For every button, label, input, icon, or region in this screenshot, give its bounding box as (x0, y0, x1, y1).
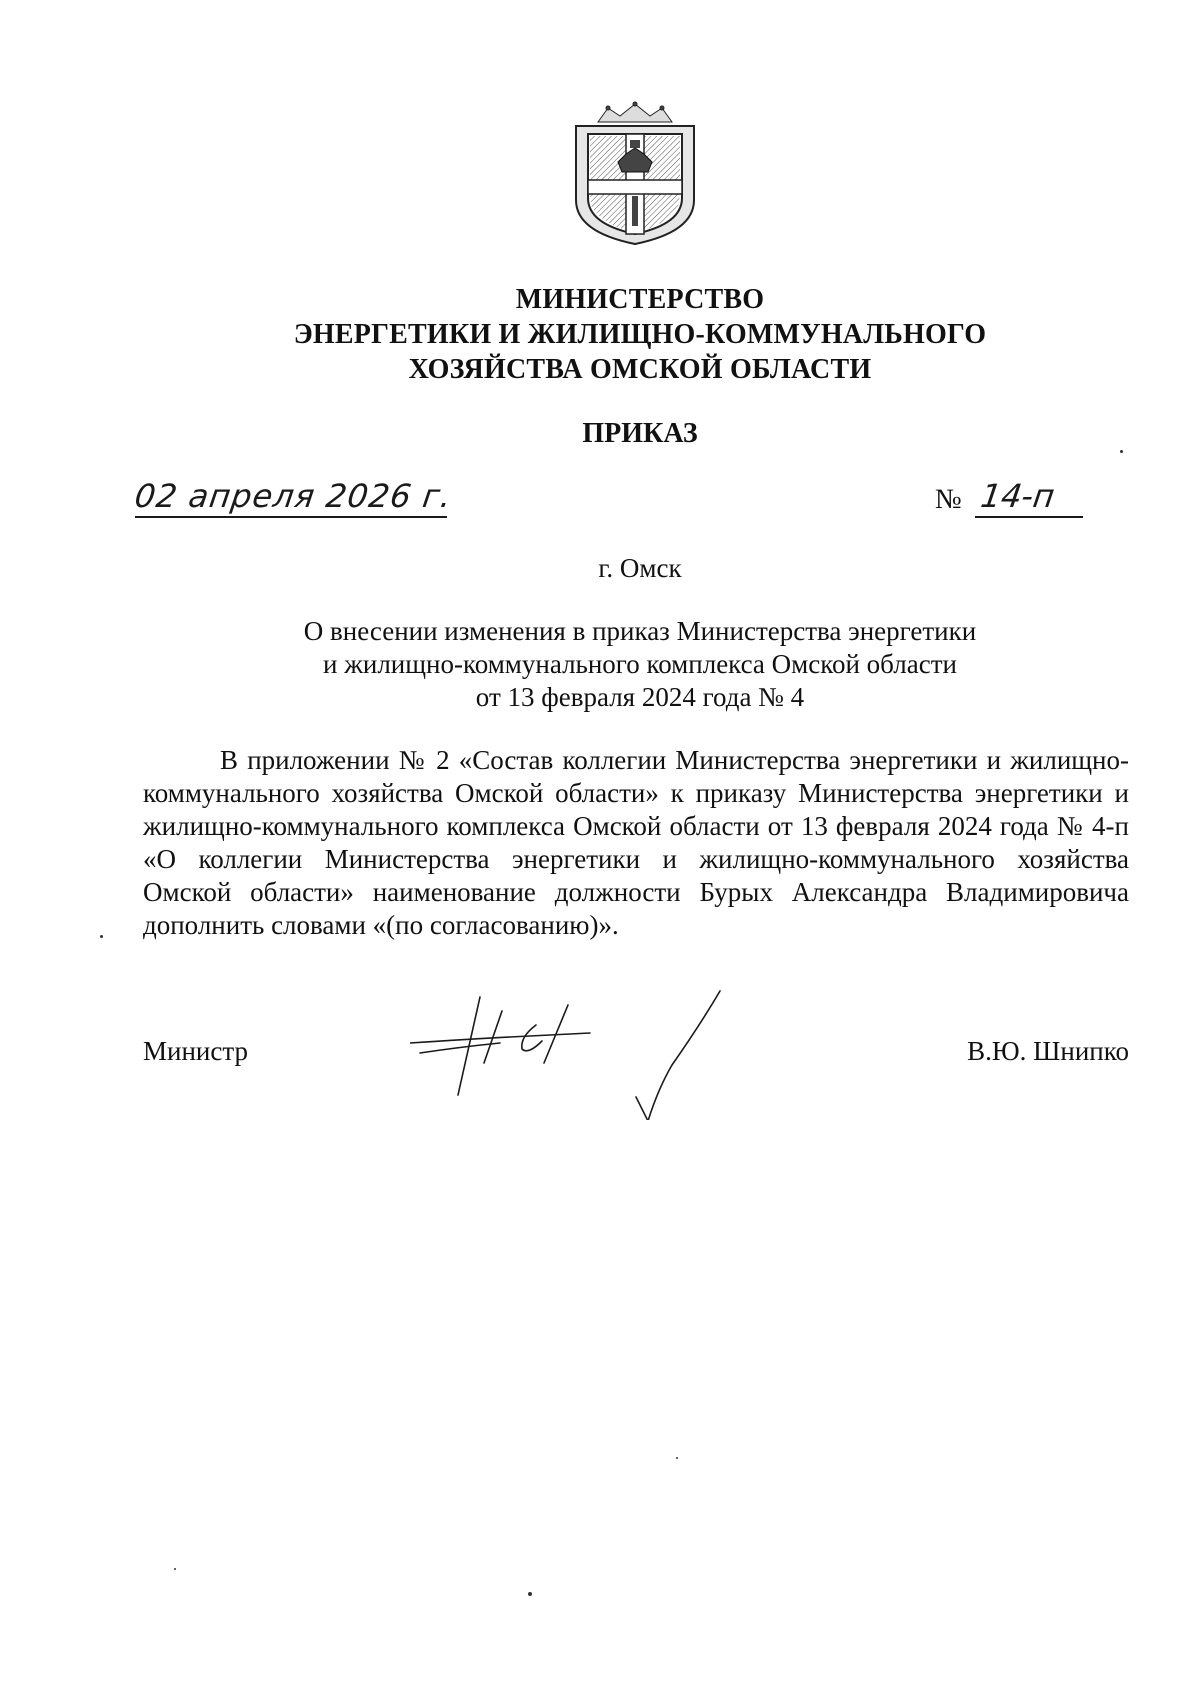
number-sign: № (935, 484, 962, 515)
signer-position: Министр (143, 1036, 248, 1066)
ministry-line-3: ХОЗЯЙСТВА ОМСКОЙ ОБЛАСТИ (408, 354, 872, 385)
ministry-line-2: ЭНЕРГЕТИКИ И ЖИЛИЩНО-КОММУНАЛЬНОГО (293, 319, 987, 350)
scan-speck (1120, 450, 1123, 453)
coat-of-arms-emblem (568, 100, 702, 246)
handwritten-signature (410, 985, 810, 1120)
subject-line-3: от 13 февраля 2024 года № 4 (475, 682, 805, 712)
date-underline (135, 516, 447, 518)
order-body: В приложении № 2 «Состав коллегии Министерства энергетики и жилищно-коммунального хозяйства Омской области» к приказу Министерства энергетики и жилищно-коммунального комплекса Омской области от 13 февраля 2024 года № 4-п «О коллегии Министерства энергетики и жилищно-коммунального хозяйства Омской области» наименование должности Бурых Александра Владимировича дополнить словами «(по согласованию)». (143, 745, 1129, 940)
order-title: ПРИКАЗ (582, 418, 698, 449)
number-underline (975, 516, 1083, 518)
number-value: 14-п (978, 477, 1057, 515)
scan-speck (174, 1568, 176, 1570)
ministry-name (200, 282, 1080, 387)
scan-speck (528, 1592, 532, 1596)
order-subject (200, 615, 1080, 714)
city: г. Омск (598, 553, 682, 583)
order-date: 02 апреля 2026 г. (132, 477, 455, 515)
signer-name: В.Ю. Шнипко (967, 1036, 1129, 1066)
subject-line-1: О внесении изменения в приказ Министерства энергетики (303, 616, 977, 646)
order-number (935, 478, 1095, 518)
ministry-line-1: МИНИСТЕРСТВО (515, 284, 765, 315)
subject-line-2: и жилищно-коммунального комплекса Омской области (323, 649, 957, 679)
scan-speck (676, 1457, 678, 1459)
scan-speck (100, 935, 103, 938)
